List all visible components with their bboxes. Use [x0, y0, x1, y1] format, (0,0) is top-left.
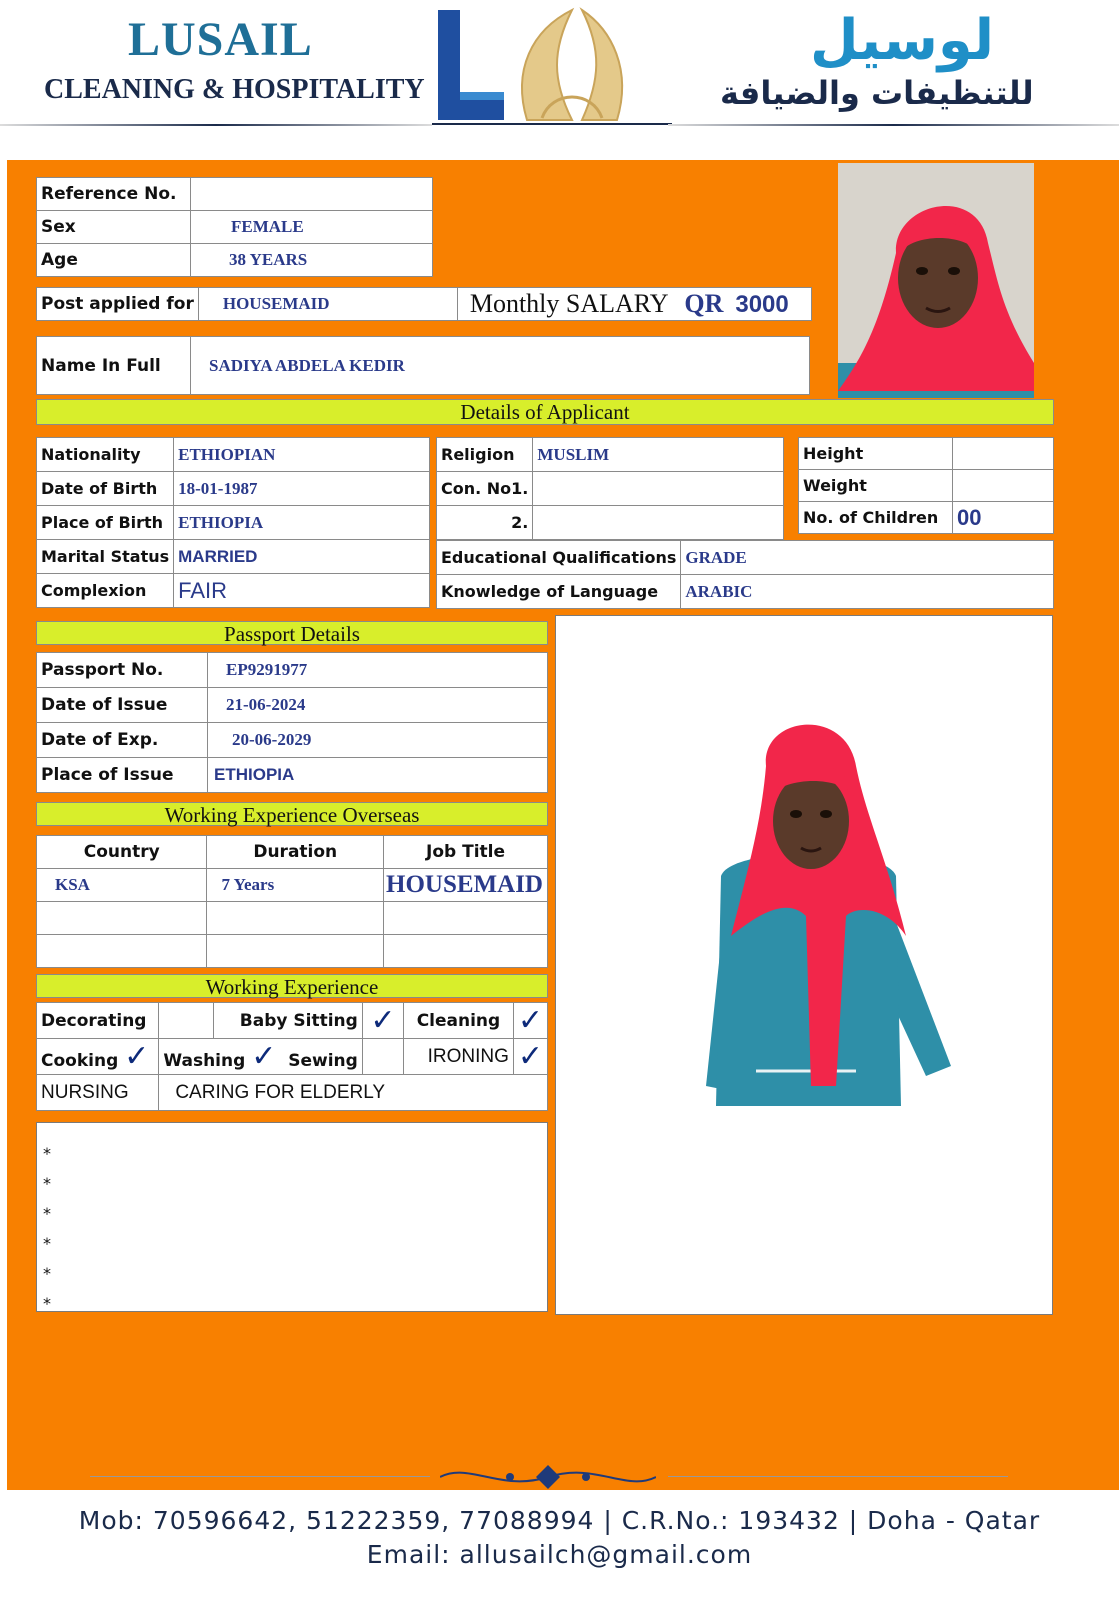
salary-value: 3000: [735, 291, 789, 318]
contact2-value: [533, 506, 784, 540]
expiry-date-value: 20-06-2029: [208, 723, 548, 758]
country-cell: [37, 935, 207, 968]
nationality-label: Nationality: [37, 438, 174, 472]
education-value: GRADE: [681, 541, 1054, 575]
dob-value: 18-01-1987: [174, 472, 430, 506]
pob-value: ETHIOPIA: [174, 506, 430, 540]
salary-label: Monthly SALARY: [469, 289, 669, 318]
notes-box: [36, 1122, 548, 1312]
contact2-label: 2.: [437, 506, 533, 540]
religion-value: MUSLIM: [533, 438, 784, 472]
header-divider-left: [0, 124, 432, 126]
skills-table: [36, 1002, 548, 1111]
country-cell: KSA: [37, 869, 207, 902]
contact1-label: Con. No1.: [437, 472, 533, 506]
applicant-full-photo: [556, 616, 1054, 1316]
footer-divider-right: [668, 1476, 1008, 1477]
name-label: Name In Full: [37, 337, 191, 395]
expiry-date-label: Date of Exp.: [37, 723, 208, 758]
sex-label: Sex: [37, 211, 191, 244]
cooking-label: Cooking ✓: [37, 1039, 159, 1075]
education-label: Educational Qualifications: [437, 541, 681, 575]
cleaning-label: Cleaning: [404, 1003, 514, 1039]
full-photo-frame: [555, 615, 1053, 1315]
checkmark-icon: ✓: [517, 1039, 543, 1074]
company-name-en: LUSAIL: [128, 13, 313, 66]
dob-label: Date of Birth: [37, 472, 174, 506]
overseas-table: [36, 835, 548, 968]
duration-cell: [207, 902, 384, 935]
issue-place-value: ETHIOPIA: [208, 758, 548, 793]
complexion-value: FAIR: [174, 574, 430, 608]
post-value: HOUSEMAID: [198, 288, 457, 321]
marital-value: MARRIED: [174, 540, 430, 574]
baby-sitting-label: Baby Sitting: [213, 1003, 362, 1039]
checkmark-icon: ✓: [124, 1039, 150, 1074]
issue-date-label: Date of Issue: [37, 688, 208, 723]
footer-divider-left: [90, 1476, 430, 1477]
issue-date-value: 21-06-2024: [208, 688, 548, 723]
ironing-label: IRONING: [404, 1039, 514, 1075]
religion-contact-table: [436, 437, 784, 540]
passport-number-value: EP9291977: [208, 653, 548, 688]
table-row: [37, 869, 548, 902]
company-logo-emblem: [432, 0, 672, 128]
basic-info-table: [36, 177, 433, 277]
sewing-check: [362, 1039, 403, 1075]
post-salary-table: [36, 287, 812, 321]
note-bullet: *: [43, 1294, 51, 1313]
checkmark-icon: ✓: [517, 1003, 543, 1038]
reference-value: [191, 178, 433, 211]
duration-cell: 7 Years: [207, 869, 384, 902]
table-row: [37, 902, 548, 935]
overseas-section-title: Working Experience Overseas: [36, 802, 548, 826]
experience-section-title: Working Experience: [36, 974, 548, 998]
height-label: Height: [799, 438, 953, 470]
job-title-cell: HOUSEMAID: [384, 869, 548, 902]
ornament-icon: [440, 1462, 656, 1492]
note-bullet: *: [43, 1204, 51, 1223]
duration-header: Duration: [207, 836, 384, 869]
weight-value: [953, 470, 1054, 502]
note-bullet: *: [43, 1264, 51, 1283]
nursing-label: NURSING: [37, 1075, 159, 1111]
note-bullet: *: [43, 1144, 51, 1163]
details-section-title: Details of Applicant: [36, 399, 1054, 425]
note-bullet: *: [43, 1174, 51, 1193]
job-title-cell: [384, 935, 548, 968]
reference-label: Reference No.: [37, 178, 191, 211]
physical-details-table: [798, 437, 1054, 534]
language-value: ARABIC: [681, 575, 1054, 609]
pob-label: Place of Birth: [37, 506, 174, 540]
decorating-label: Decorating: [37, 1003, 159, 1039]
elderly-care-label: CARING FOR ELDERLY: [159, 1075, 548, 1111]
complexion-label: Complexion: [37, 574, 174, 608]
age-label: Age: [37, 244, 191, 277]
height-value: [953, 438, 1054, 470]
name-value: SADIYA ABDELA KEDIR: [191, 337, 810, 395]
passport-number-label: Passport No.: [37, 653, 208, 688]
passport-section-title: Passport Details: [36, 621, 548, 645]
footer-contact: Mob: 70596642, 51222359, 77088994 | C.R.No.: 193432 | Doha - Qatar: [78, 1506, 1041, 1535]
applicant-portrait-photo: [838, 163, 1034, 398]
washing-label: Washing ✓ Sewing: [159, 1039, 363, 1075]
weight-label: Weight: [799, 470, 953, 502]
company-subtitle-ar: للتنظيفات والضيافة: [720, 74, 1034, 112]
personal-details-table: [36, 437, 430, 608]
note-bullet: *: [43, 1234, 51, 1253]
name-table: [36, 336, 810, 395]
education-language-table: [436, 540, 1054, 609]
religion-label: Religion: [437, 438, 533, 472]
salary-currency: QR: [684, 289, 724, 318]
table-row: [37, 935, 548, 968]
duration-cell: [207, 935, 384, 968]
company-name-ar: لوسيل: [810, 8, 995, 73]
job-title-header: Job Title: [384, 836, 548, 869]
decorating-check: [159, 1003, 213, 1039]
post-label: Post applied for: [37, 288, 199, 321]
header-divider-right: [668, 124, 1119, 126]
issue-place-label: Place of Issue: [37, 758, 208, 793]
job-title-cell: [384, 902, 548, 935]
checkmark-icon: ✓: [370, 1003, 396, 1038]
marital-label: Marital Status: [37, 540, 174, 574]
nationality-value: ETHIOPIAN: [174, 438, 430, 472]
footer-email: Email: allusailch@gmail.com: [366, 1540, 753, 1569]
passport-table: [36, 652, 548, 793]
children-label: No. of Children: [799, 502, 953, 534]
language-label: Knowledge of Language: [437, 575, 681, 609]
checkmark-icon: ✓: [251, 1039, 277, 1074]
company-subtitle-en: CLEANING & HOSPITALITY: [44, 74, 425, 105]
country-cell: [37, 902, 207, 935]
children-value: 00: [953, 502, 1054, 534]
country-header: Country: [37, 836, 207, 869]
sex-value: FEMALE: [191, 211, 433, 244]
contact1-value: [533, 472, 784, 506]
age-value: 38 YEARS: [191, 244, 433, 277]
